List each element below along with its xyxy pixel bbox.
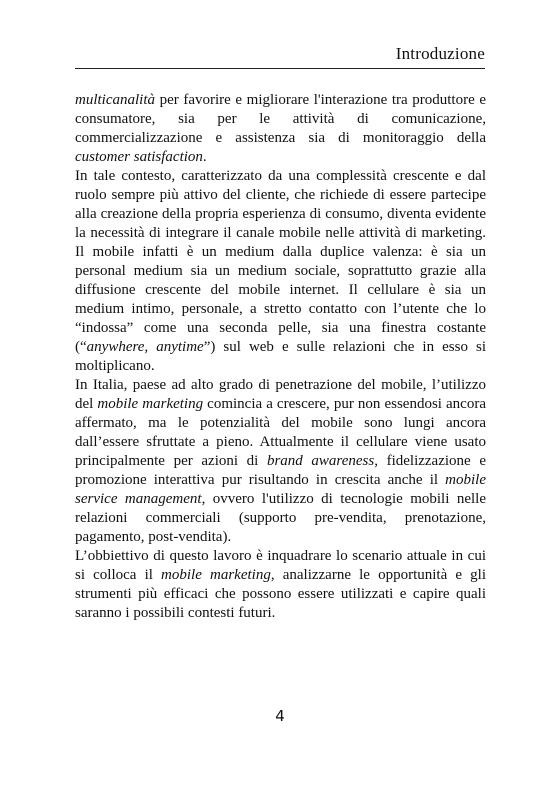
text-run: ”) sul web e sulle relazioni che in esso si moltiplicano.: [75, 339, 486, 374]
text-run: mobile marketing: [97, 396, 204, 412]
page-number: 4: [275, 707, 285, 725]
paragraph-3: [75, 376, 486, 547]
text-run: In tale contesto, caratterizzato da una complessità crescente e dal ruolo sempre più attivo del cliente, che richiede di essere partecipe alla creazione della propria esperienza di consumo, diventa evidente la necessità di integrare il canale mobile nelle attività di marketing. Il mobile infatti è un medium dalla duplice valenza: è sia un personal medium sia un medium sociale, soprattutto grazie alla diffusione crescente del mobile internet. Il cellulare è sia un medium intimo, personale, a stretto contatto con l’utente che lo “indossa” come una seconda pelle, sia una finestra costante (“: [75, 168, 486, 355]
text-run: .: [202, 149, 207, 165]
text-run: anywhere, anytime: [86, 339, 204, 355]
paragraph-2: [75, 167, 486, 376]
text-run: per favorire e migliorare l'interazione tra produttore e consumatore, sia per le attività di comunicazione, commercializzazione e assistenza sia di monitoraggio della: [75, 92, 486, 146]
header-title: Introduzione: [395, 44, 485, 63]
text-run: L’obbiettivo di questo lavoro è inquadrare lo scenario attuale in cui si colloca il: [75, 548, 486, 583]
text-run: customer satisfaction: [75, 149, 203, 165]
text-run: , fidelizzazione e promozione interattiva pur risultando in crescita anche il: [75, 453, 486, 488]
text-run: mobile service management: [75, 472, 486, 507]
text-run: , ovvero l'utilizzo di tecnologie mobili nelle relazioni commerciali (supporto pre-vendita, prenotazione, pagamento, post-vendita).: [75, 491, 486, 545]
text-run: In Italia, paese ad alto grado di penetrazione del mobile, l’utilizzo del: [75, 377, 486, 412]
text-run: multicanalità: [75, 92, 155, 108]
paragraph-1: [75, 91, 486, 167]
text-run: brand awareness: [266, 453, 375, 469]
text-run: mobile marketing: [161, 567, 271, 583]
body-text: [75, 91, 486, 623]
paragraph-4: [75, 547, 486, 623]
page-header: [75, 44, 485, 69]
text-run: , analizzarne le opportunità e gli strumenti più efficaci che possono essere utilizzati e capire quali saranno i possibili contesti futuri.: [75, 567, 486, 621]
text-run: comincia a crescere, pur non essendosi ancora affermato, ma le potenzialità del mobile sono lungi ancora dall’essere sfruttate a pieno. Attualmente il cellulare viene usato principalmente per azioni di: [75, 396, 486, 469]
